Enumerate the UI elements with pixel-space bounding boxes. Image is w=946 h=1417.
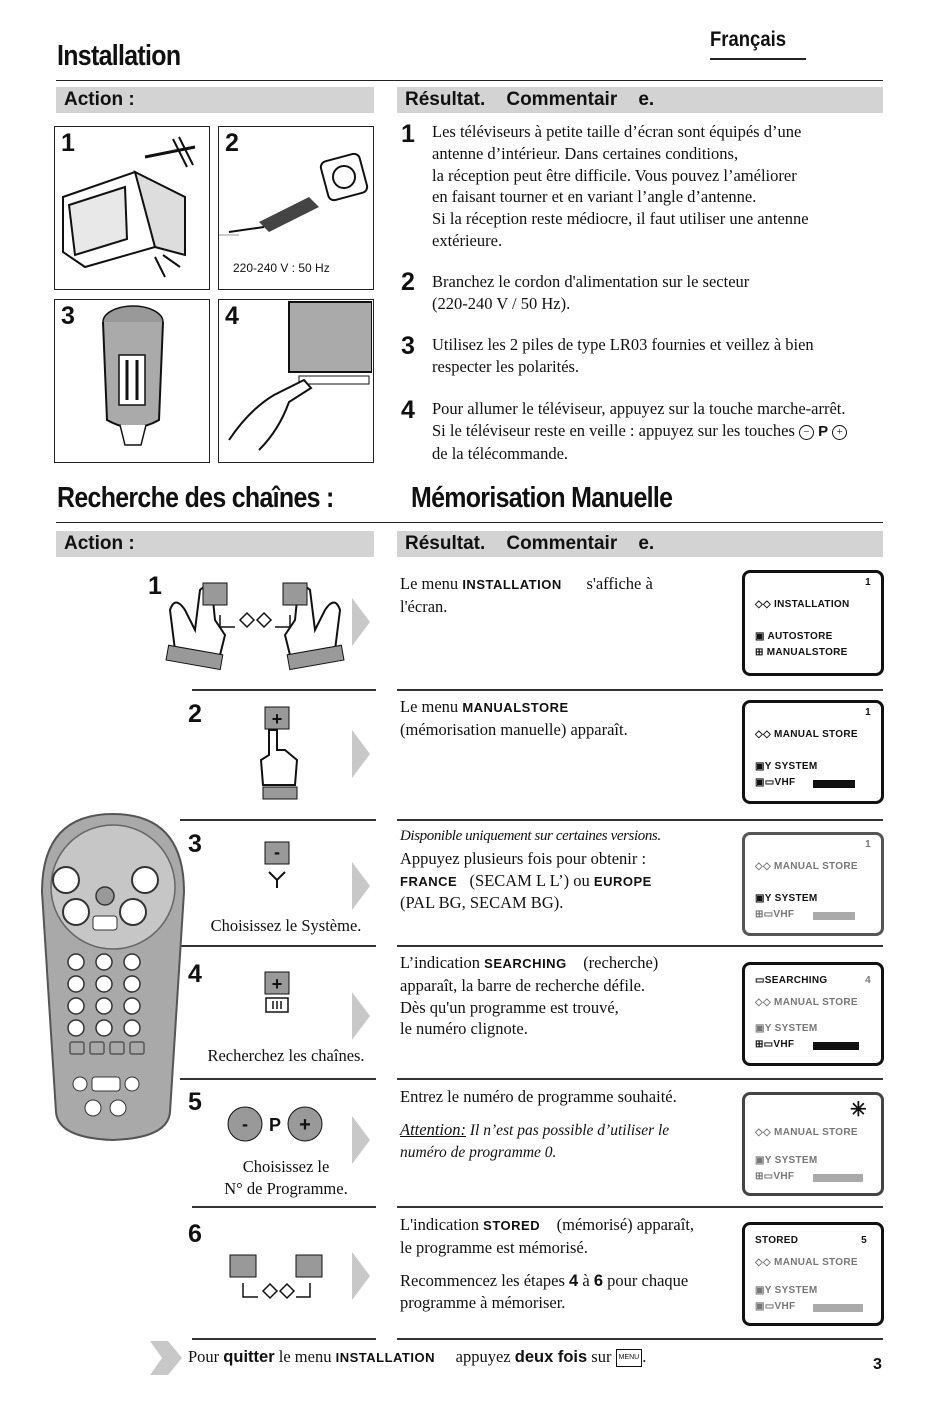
page-title: Installation [57, 40, 181, 72]
row-text: Le menu INSTALLATION s'affiche à l'écran. [400, 574, 653, 616]
step-number: 3 [401, 332, 415, 360]
illus-number: 1 [61, 129, 75, 157]
row-divider [397, 689, 883, 691]
illustration-batteries [54, 299, 210, 463]
illus-number: 3 [61, 302, 75, 330]
row-divider [397, 945, 883, 947]
vhf-bar [813, 912, 855, 920]
action-header: Action : [56, 87, 374, 113]
osd-screen: 1 ◇◇ INSTALLATION ▣ AUTOSTORE ⊞ MANUALSTORE [742, 570, 884, 676]
vhf-bar [813, 1174, 863, 1182]
osd-screen: ▭SEARCHING 4 ◇◇ MANUAL STORE ▣Y SYSTEM ⊞▭VHF [742, 962, 884, 1066]
row-divider [192, 689, 376, 691]
illustration-power-on [218, 299, 374, 463]
row-text: Entrez le numéro de programme souhaité. Attention: Il n’est pas possible d’utiliser le numéro de programme 0. [400, 1087, 677, 1161]
remote-control-drawing [38, 812, 188, 1144]
row-arrow [352, 992, 370, 1040]
row-divider [180, 1078, 376, 1080]
row-number: 2 [188, 700, 202, 728]
row-number: 5 [188, 1088, 202, 1116]
illus-number: 2 [225, 129, 239, 157]
osd-screen: ✳ ◇◇ MANUAL STORE ▣Y SYSTEM ⊞▭VHF [742, 1092, 884, 1196]
language-label: Français [710, 28, 787, 51]
illustration-power-plug [218, 126, 374, 290]
step-text: Utilisez les 2 piles de type LR03 fournies et veillez à bien respecter les polarités. [432, 335, 814, 376]
row-divider [397, 819, 883, 821]
osd-screen: 1 ◇◇ MANUAL STORE ▣Y SYSTEM ⊞▭VHF [742, 832, 884, 936]
row-divider [192, 1206, 376, 1208]
row-number: 4 [188, 960, 202, 988]
section-title-right: Mémorisation Manuelle [411, 482, 673, 514]
page-number: 3 [873, 1356, 882, 1373]
minus-p-plus-keys-icon [225, 1103, 325, 1145]
tv-button-drawing [219, 300, 372, 461]
language-underline [710, 58, 806, 60]
menu-key-icon: MENU [616, 1349, 643, 1367]
row-text: L'indication STORED (mémorisé) apparaît, le programme est mémorisé. Recommencez les étapes 4 à 6 pour chaque programme à mémoriser. [400, 1215, 695, 1313]
arrow-icon [148, 1335, 184, 1381]
footer-instruction: Pour quitter le menu INSTALLATION appuyez deux fois sur MENU . [188, 1347, 647, 1366]
step-number: 4 [401, 396, 415, 424]
row-caption: Recherchez les chaînes. [207, 1046, 365, 1065]
row-divider [397, 1078, 883, 1080]
voltage-label: 220-240 V : 50 Hz [233, 261, 330, 275]
svg-text:+: + [299, 1114, 311, 1136]
finger-plus-key-icon [255, 705, 305, 805]
minus-system-key-icon [263, 840, 293, 890]
row-divider [180, 819, 376, 821]
vhf-bar [813, 780, 855, 788]
row-arrow [352, 862, 370, 910]
illustration-antenna [54, 126, 210, 290]
step-number: 1 [401, 120, 415, 148]
illus-number: 4 [225, 302, 239, 330]
row-arrow [352, 730, 370, 778]
two-menu-keys-icon [228, 1253, 328, 1309]
row-number: 1 [148, 572, 162, 600]
row-divider [180, 945, 376, 947]
result-header: Résultat. Commentair e. [397, 87, 883, 113]
tv-antenna-drawing [55, 127, 208, 288]
osd-screen: STORED 5 ◇◇ MANUAL STORE ▣Y SYSTEM ▣▭VHF [742, 1222, 884, 1326]
row-text: Disponible uniquement sur certaines versions. Appuyez plusieurs fois pour obtenir : FRANCE (SECAM L L’) ou EUROPE (PAL BG, SECAM BG). [400, 828, 661, 913]
row-divider [397, 1338, 883, 1340]
svg-text:+: + [271, 709, 283, 729]
step-text: Les téléviseurs à petite taille d’écran sont équipés d’une antenne d’intérieur. Dans certaines conditions, la réception peut être difficile. Vous pouvez l’améliorer en faisant tourner et en variant l’angle d’antenne. Si la réception reste médiocre, il faut utiliser une antenne extérieure. [432, 122, 809, 250]
row-arrow [352, 1252, 370, 1300]
svg-text:-: - [242, 1114, 248, 1134]
search-bar [813, 1042, 859, 1050]
row-arrow [352, 598, 370, 646]
row-caption: Choisissez le N° de Programme. [224, 1157, 348, 1198]
svg-text:+: + [271, 974, 283, 994]
section-rule [56, 522, 883, 523]
row-number: 6 [188, 1220, 202, 1248]
plus-key-icon: + [832, 425, 847, 440]
svg-text:-: - [274, 842, 280, 862]
plus-search-key-icon [263, 970, 293, 1020]
step-text: Branchez le cordon d'alimentation sur le secteur (220-240 V / 50 Hz). [432, 272, 750, 313]
row-text: Le menu MANUALSTORE (mémorisation manuelle) apparaît. [400, 697, 628, 739]
remote-batteries-drawing [55, 300, 208, 461]
two-hands-menu-keys-icon [165, 575, 345, 675]
row-number: 3 [188, 830, 202, 858]
result-header-2: Résultat. Commentair e. [397, 531, 883, 557]
row-text: L’indication SEARCHING (recherche) apparaît, la barre de recherche défile. Dès qu'un programme est trouvé, le numéro clignote. [400, 953, 659, 1039]
osd-screen: 1 ◇◇ MANUAL STORE ▣Y SYSTEM ▣▭VHF [742, 700, 884, 804]
svg-text:P: P [268, 1115, 282, 1135]
section-title-left: Recherche des chaînes : [57, 482, 334, 514]
step-number: 2 [401, 268, 415, 296]
title-rule [56, 80, 883, 81]
p-key-label: P [818, 422, 829, 440]
row-divider [397, 1206, 883, 1208]
minus-key-icon: − [799, 425, 814, 440]
vhf-bar [813, 1304, 863, 1312]
action-header-2: Action : [56, 531, 374, 557]
row-divider [192, 1338, 376, 1340]
step-text: Pour allumer le téléviseur, appuyez sur la touche marche-arrêt. Si le téléviseur reste en veille : appuyez sur les touches − P + de la télécommande. [432, 399, 846, 463]
row-caption: Choisissez le Système. [210, 916, 362, 935]
